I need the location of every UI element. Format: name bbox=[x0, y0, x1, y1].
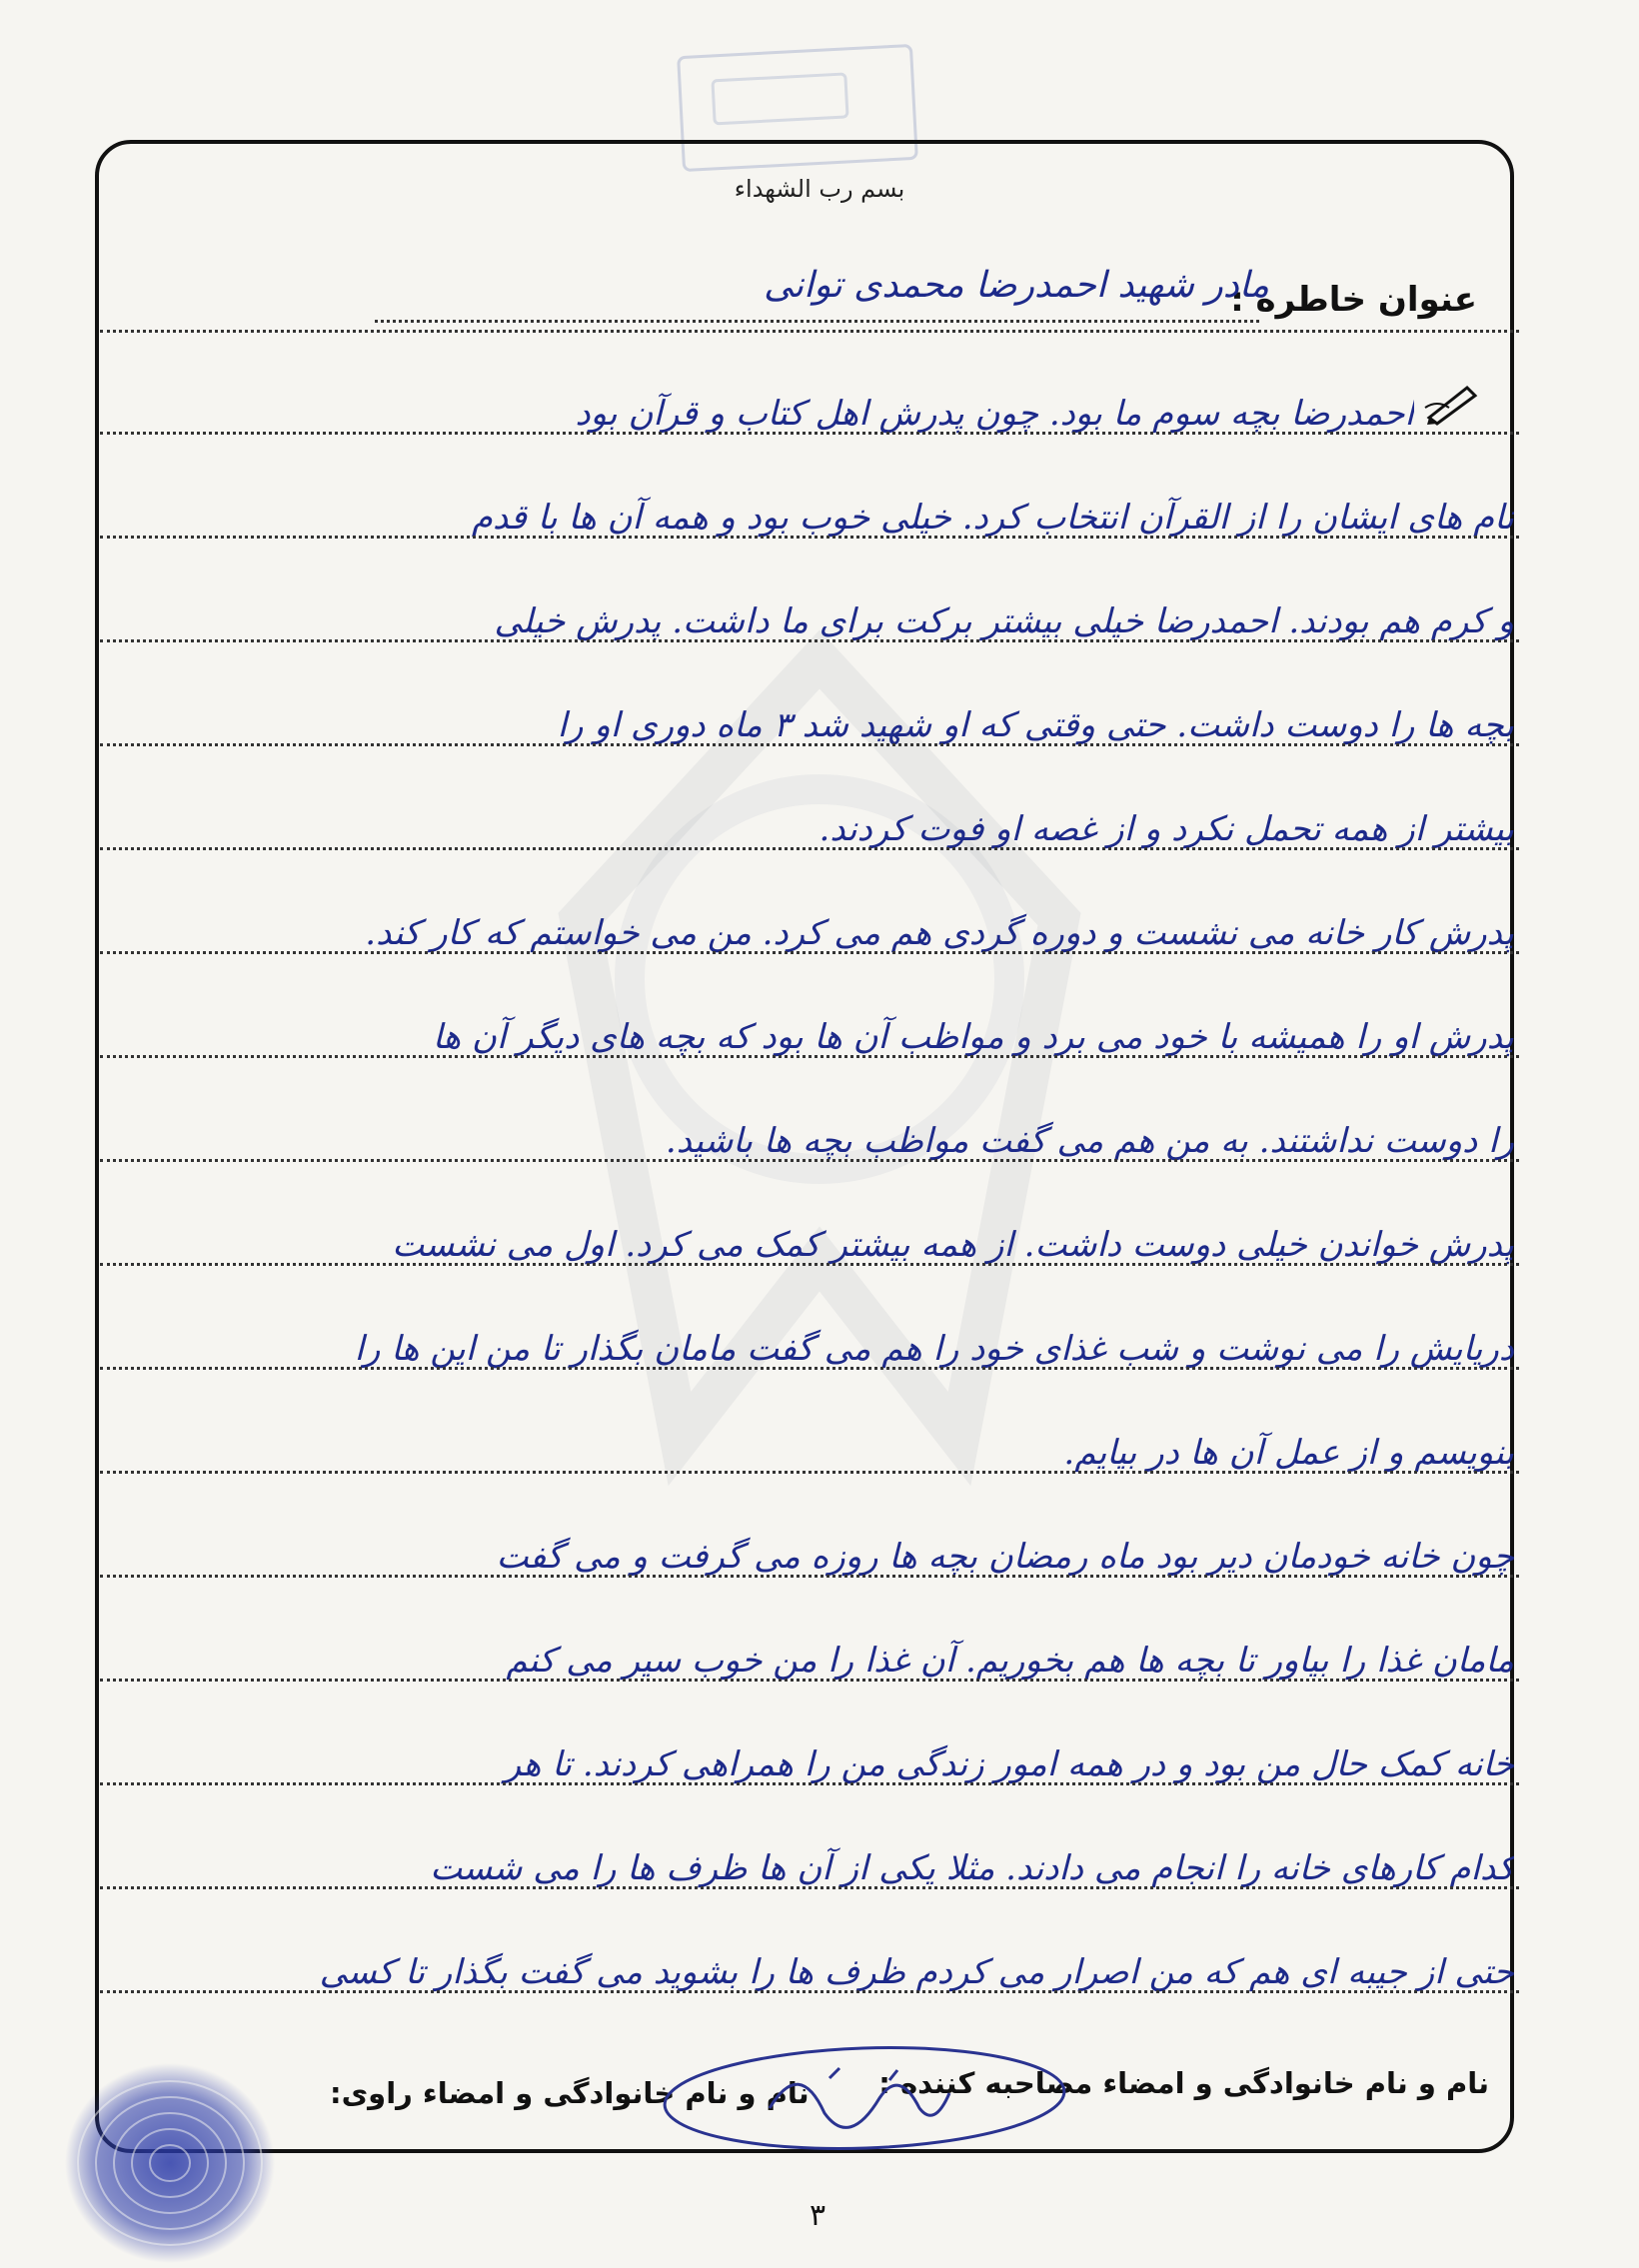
memory-title-label: عنوان خاطره : bbox=[1230, 280, 1477, 320]
interviewer-signature-label: نام و نام خانوادگی و امضاء مصاحبه کننده : bbox=[878, 2066, 1489, 2100]
memory-line: نام های ایشان را از القرآن انتخاب کرد. خیلی خوب بود و همه آن ها با قدم bbox=[471, 498, 1514, 538]
dotted-rule-line bbox=[100, 847, 1519, 850]
page-heading: بسم رب الشهداء bbox=[734, 175, 905, 203]
handwritten-signature bbox=[650, 2038, 1079, 2158]
memory-line: مامان غذا را بیاور تا بچه ها هم بخوریم. آن غذا را من خوب سیر می کنم bbox=[506, 1641, 1514, 1681]
dotted-rule-line bbox=[100, 1159, 1519, 1162]
dotted-rule-line bbox=[100, 1990, 1519, 1993]
memory-line: احمدرضا بچه سوم ما بود. چون پدرش اهل کتاب و قرآن بود bbox=[575, 394, 1414, 434]
pen-writing-icon bbox=[1423, 378, 1479, 426]
memory-line: و کرم هم بودند. احمدرضا خیلی بیشتر برکت برای ما داشت. پدرش خیلی bbox=[494, 601, 1514, 641]
dotted-rule-line bbox=[100, 1471, 1519, 1474]
memory-line: پدرش او را همیشه با خود می برد و مواظب آن ها بود که بچه های دیگر آن ها bbox=[432, 1017, 1514, 1057]
memory-line: چون خانه خودمان دیر بود ماه رمضان بچه ها روزه می گرفت و می گفت bbox=[496, 1537, 1514, 1577]
memory-line: دریایش را می نوشت و شب غذای خود را هم می گفت مامان بگذار تا من این ها را bbox=[354, 1329, 1514, 1369]
memory-title-handwritten: مادر شهید احمدرضا محمدی توانی bbox=[764, 265, 1269, 306]
memory-line: بچه ها را دوست داشت. حتی وقتی که او شهید شد ۳ ماه دوری او را bbox=[557, 705, 1514, 745]
dotted-rule-line bbox=[100, 951, 1519, 954]
dotted-rule-line bbox=[100, 1055, 1519, 1058]
title-dotted-line bbox=[100, 330, 1519, 333]
memory-line: حتی از جیبه ای هم که من اصرار می کردم ظرف ها را بشوید می گفت بگذار تا کسی bbox=[319, 1952, 1514, 1992]
dotted-rule-line bbox=[100, 1575, 1519, 1578]
dotted-rule-line bbox=[100, 1679, 1519, 1682]
dotted-rule-line bbox=[100, 1263, 1519, 1266]
memory-line: بیشتر از همه تحمل نکرد و از غصه او فوت کردند. bbox=[819, 809, 1514, 849]
memory-line: را دوست نداشتند. به من هم می گفت مواظب بچه ها باشید. bbox=[665, 1121, 1514, 1161]
memory-line: بنویسم و از عمل آن ها در بیایم. bbox=[1063, 1433, 1514, 1473]
memory-line: پدرش کار خانه می نشست و دوره گردی هم می کرد. من می خواستم که کار کند. bbox=[365, 913, 1514, 953]
dotted-rule-line bbox=[100, 743, 1519, 746]
dotted-rule-line bbox=[100, 1886, 1519, 1889]
dotted-rule-line bbox=[100, 639, 1519, 642]
narrator-signature-label: نام و نام خانوادگی و امضاء راوی: bbox=[330, 2076, 810, 2110]
thumbprint-mark bbox=[55, 2043, 285, 2268]
memory-line: پدرش خواندن خیلی دوست داشت. از همه بیشتر کمک می کرد. اول می نشست bbox=[392, 1225, 1514, 1265]
dotted-rule-line bbox=[100, 536, 1519, 539]
dotted-rule-line bbox=[100, 1782, 1519, 1785]
dotted-rule-line bbox=[100, 432, 1519, 435]
title-dotted-line bbox=[375, 320, 1259, 323]
memory-line: کدام کارهای خانه را انجام می دادند. مثلا یکی از آن ها ظرف ها را می شست bbox=[430, 1848, 1514, 1888]
memory-line: خانه کمک حال من بود و در همه امور زندگی من را همراهی کردند. تا هر bbox=[504, 1744, 1514, 1784]
dotted-rule-line bbox=[100, 1367, 1519, 1370]
page-number: ۳ bbox=[810, 2198, 826, 2233]
